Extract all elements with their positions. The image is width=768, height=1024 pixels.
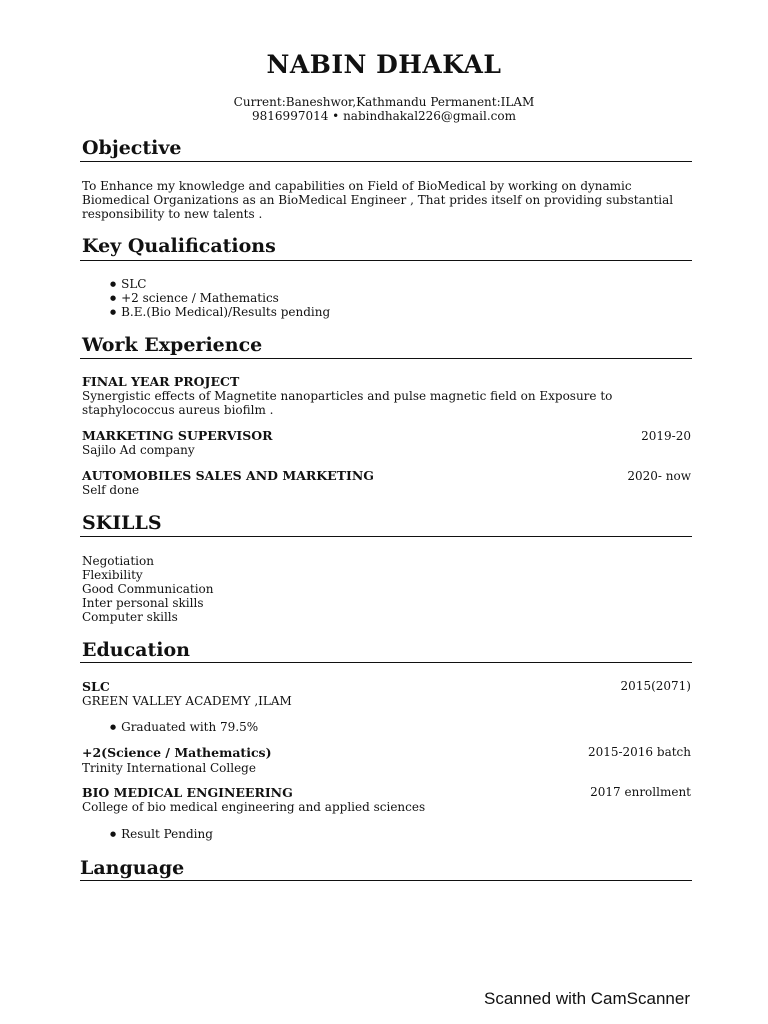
work-entry-date: 2019-20: [641, 429, 691, 443]
education-note: ● Result Pending: [110, 827, 213, 841]
work-heading: Work Experience: [82, 334, 263, 356]
objective-text: To Enhance my knowledge and capabilities on Field of BioMedical by working on dynamic Biomedical Organizations as an BioMedical Engineer , That prides itself on providing substantial responsibility to new talents .: [82, 179, 674, 221]
contact-block: [0, 95, 768, 123]
education-entry-title: +2(Science / Mathematics): [82, 745, 272, 760]
education-entry-date: 2015(2071): [620, 679, 691, 693]
work-entry-title: MARKETING SUPERVISOR: [82, 428, 273, 443]
work-entry-date: 2020- now: [627, 469, 691, 483]
work-entry-title: FINAL YEAR PROJECT: [82, 374, 240, 389]
skill-item: Good Communication: [82, 582, 214, 596]
education-note: ● Graduated with 79.5%: [110, 720, 258, 734]
work-entry-company: Sajilo Ad company: [82, 443, 195, 457]
education-entry-date: 2017 enrollment: [590, 785, 691, 799]
education-entry-notes: [110, 827, 213, 841]
work-entry-description: Synergistic effects of Magnetite nanoparticles and pulse magnetic field on Exposure to staphylococcus aureus biofilm .: [82, 389, 613, 417]
education-entry-title: SLC: [82, 679, 110, 694]
qualifications-divider: [80, 260, 692, 261]
skill-item: Inter personal skills: [82, 596, 204, 610]
education-entry-school: College of bio medical engineering and applied sciences: [82, 800, 426, 814]
qualifications-list: [110, 277, 330, 319]
work-entry-title: AUTOMOBILES SALES AND MARKETING: [82, 468, 374, 483]
education-heading: Education: [82, 639, 190, 661]
qualification-item: ● SLC: [110, 277, 330, 291]
education-entry-notes: [110, 720, 258, 734]
qualifications-heading: Key Qualifications: [82, 235, 276, 257]
skill-item: Computer skills: [82, 610, 178, 624]
scanner-watermark: Scanned with CamScanner: [483, 989, 690, 1008]
address-line: Current:Baneshwor,Kathmandu Permanent:ILAM: [233, 95, 535, 109]
skill-item: Flexibility: [82, 568, 143, 582]
candidate-name: NABIN DHAKAL: [266, 50, 502, 79]
skill-item: Negotiation: [82, 554, 154, 568]
skills-list: [82, 554, 213, 624]
language-divider: [80, 880, 692, 881]
work-entry-company: Self done: [82, 483, 140, 497]
qualification-item: ● +2 science / Mathematics: [110, 291, 330, 305]
education-entry-title: BIO MEDICAL ENGINEERING: [82, 785, 293, 800]
qualification-item: ● B.E.(Bio Medical)/Results pending: [110, 305, 330, 319]
work-divider: [80, 358, 692, 359]
phone-email-line: 9816997014 • nabindhakal226@gmail.com: [252, 109, 516, 123]
education-entry-school: Trinity International College: [82, 761, 256, 775]
skills-divider: [80, 536, 692, 537]
education-entry-school: GREEN VALLEY ACADEMY ,ILAM: [82, 694, 292, 708]
objective-heading: Objective: [82, 137, 182, 159]
skills-heading: SKILLS: [82, 512, 162, 534]
education-entry-date: 2015-2016 batch: [587, 745, 691, 759]
education-divider: [80, 662, 692, 663]
language-heading: Language: [80, 857, 185, 879]
objective-divider: [80, 161, 692, 162]
